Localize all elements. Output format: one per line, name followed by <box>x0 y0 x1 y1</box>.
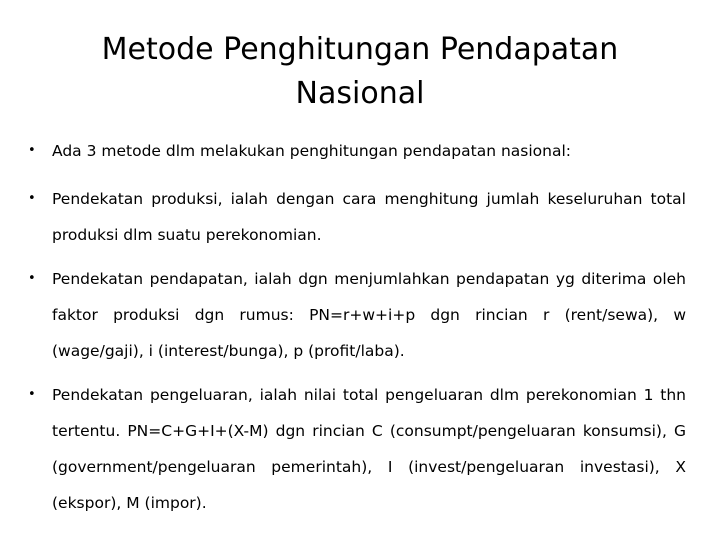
bullet-text: Pendekatan produksi, ialah dengan cara menghitung jumlah keseluruhan total produksi dlm suatu perekonomian. <box>52 190 686 244</box>
bullet-item-income <box>28 261 686 369</box>
bullet-dot-icon: • <box>28 271 36 286</box>
bullet-text: Pendekatan pengeluaran, ialah nilai total pengeluaran dlm perekonomian 1 thn tertentu. PN=C+G+I+(X-M) dgn rincian C (consumpt/pengeluaran konsumsi), G (government/pengeluaran pemerintah), I (invest/pengeluaran investasi), X (ekspor), M (impor). <box>52 386 686 512</box>
bullet-item-production <box>28 181 686 253</box>
bullet-dot-icon: • <box>28 191 36 206</box>
bullet-text: Ada 3 metode dlm melakukan penghitungan pendapatan nasional: <box>52 142 571 160</box>
bullet-item-expenditure <box>28 377 686 521</box>
bullet-dot-icon: • <box>28 143 36 158</box>
slide-title: Metode Penghitungan Pendapatan Nasional <box>101 32 619 111</box>
bullet-dot-icon: • <box>28 387 36 402</box>
bullet-item-intro <box>28 133 686 169</box>
bullet-list <box>28 133 686 529</box>
bullet-text: Pendekatan pendapatan, ialah dgn menjumlahkan pendapatan yg diterima oleh faktor produksi dgn rumus: PN=r+w+i+p dgn rincian r (rent/sewa), w (wage/gaji), i (interest/bunga), p (profit/laba). <box>52 270 686 360</box>
